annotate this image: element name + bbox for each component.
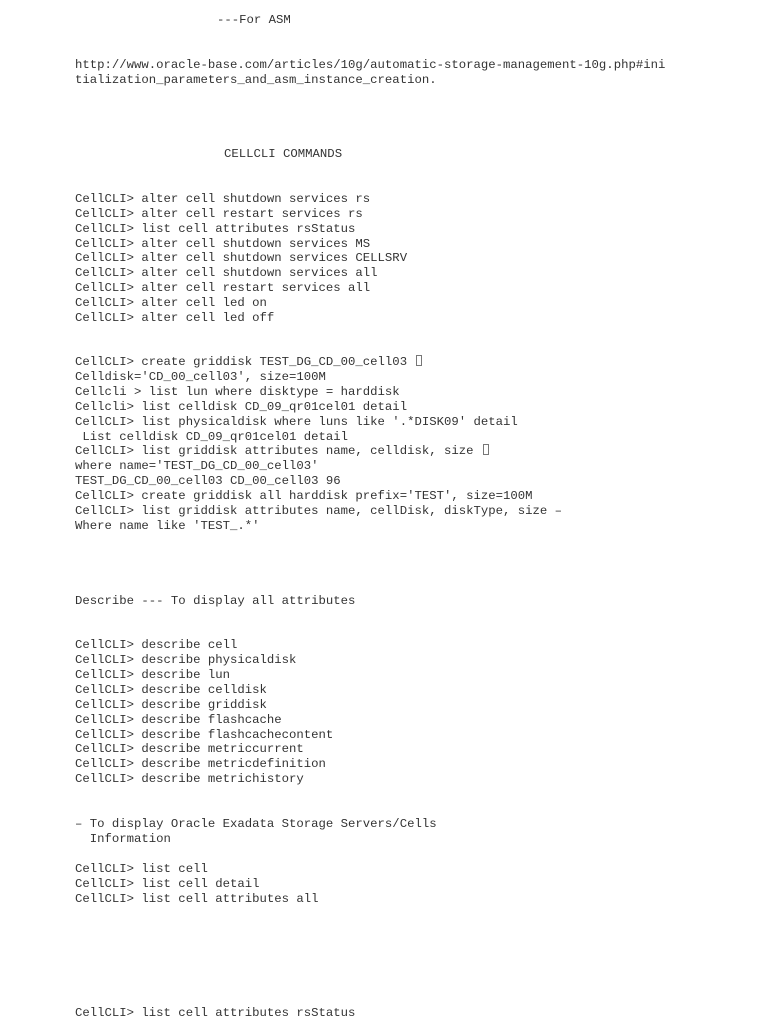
command-line: CellCLI> list cell	[75, 862, 208, 876]
heading-display-cells-cont: Information	[75, 832, 171, 846]
command-line: CellCLI> list griddisk attributes name, cellDisk, diskType, size –	[75, 504, 563, 518]
command-line: CellCLI> list cell attributes all	[75, 892, 319, 906]
heading-cellcli-commands: CELLCLI COMMANDS	[224, 147, 343, 161]
command-line-with-box	[75, 355, 422, 370]
command-line: TEST_DG_CD_00_cell03 CD_00_cell03 96	[75, 474, 341, 488]
command-line: Where name like 'TEST_.*'	[75, 519, 260, 533]
command-line: CellCLI> list cell detail	[75, 877, 260, 891]
command-line: CellCLI> describe flashcache	[75, 713, 282, 727]
heading-for-asm: ---For ASM	[217, 13, 291, 27]
command-line-final: CellCLI> list cell attributes rsStatus	[75, 1006, 356, 1020]
url-line-2: tialization_parameters_and_asm_instance_creation.	[75, 73, 437, 87]
command-line: CellCLI> create griddisk all harddisk prefix='TEST', size=100M	[75, 489, 533, 503]
command-line: CellCLI> describe griddisk	[75, 698, 267, 712]
command-line: Cellcli > list lun where disktype = harddisk	[75, 385, 400, 399]
command-line: CellCLI> describe cell	[75, 638, 238, 652]
command-line: CellCLI> list cell attributes rsStatus	[75, 222, 356, 236]
command-line: CellCLI> describe physicaldisk	[75, 653, 297, 667]
command-line: CellCLI> alter cell led off	[75, 311, 275, 325]
command-line: CellCLI> alter cell restart services all	[75, 281, 371, 295]
command-text: CellCLI> create griddisk TEST_DG_CD_00_cell03	[75, 355, 415, 369]
command-line: Cellcli> list celldisk CD_09_qr01cel01 detail	[75, 400, 408, 414]
command-line: CellCLI> alter cell led on	[75, 296, 267, 310]
command-line: CellCLI> describe metriccurrent	[75, 742, 304, 756]
command-line: CellCLI> describe flashcachecontent	[75, 728, 334, 742]
heading-describe: Describe --- To display all attributes	[75, 594, 356, 608]
url-line-1: http://www.oracle-base.com/articles/10g/automatic-storage-management-10g.php#ini	[75, 58, 666, 72]
command-line: CellCLI> describe metrichistory	[75, 772, 304, 786]
command-line: CellCLI> alter cell shutdown services rs	[75, 192, 371, 206]
command-line-with-box	[75, 444, 489, 459]
command-line: CellCLI> alter cell shutdown services CELLSRV	[75, 251, 408, 265]
box-glyph-icon	[416, 355, 422, 366]
command-line: List celldisk CD_09_qr01cel01 detail	[75, 430, 349, 444]
box-glyph-icon	[483, 444, 489, 455]
command-line: CellCLI> describe celldisk	[75, 683, 267, 697]
command-line: CellCLI> alter cell shutdown services MS	[75, 237, 371, 251]
command-line: CellCLI> alter cell shutdown services all	[75, 266, 378, 280]
command-line: CellCLI> alter cell restart services rs	[75, 207, 363, 221]
command-text: CellCLI> list griddisk attributes name, celldisk, size	[75, 444, 481, 458]
command-line: Celldisk='CD_00_cell03', size=100M	[75, 370, 326, 384]
heading-display-cells: – To display Oracle Exadata Storage Servers/Cells	[75, 817, 437, 831]
command-line: CellCLI> list physicaldisk where luns like '.*DISK09' detail	[75, 415, 518, 429]
command-line: CellCLI> describe metricdefinition	[75, 757, 326, 771]
command-line: CellCLI> describe lun	[75, 668, 230, 682]
command-line: where name='TEST_DG_CD_00_cell03'	[75, 459, 319, 473]
